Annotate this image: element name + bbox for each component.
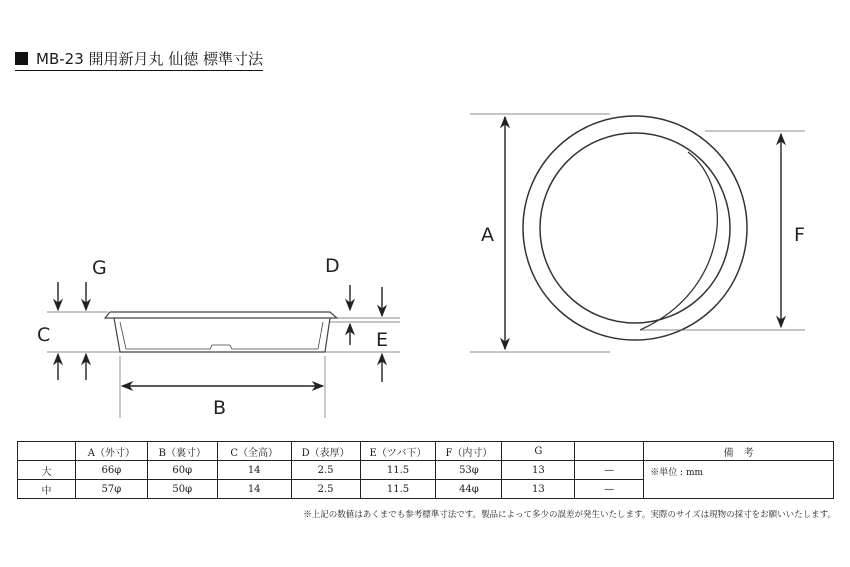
flange-outline (105, 312, 337, 318)
header-cell: G (502, 442, 575, 461)
table-cell: 50φ (147, 480, 217, 499)
label-d: D (325, 255, 340, 277)
header-cell (18, 442, 76, 461)
size-cell: 大 (18, 461, 76, 480)
table-cell: 14 (217, 461, 291, 480)
table-cell: — (575, 480, 644, 499)
table-cell: 11.5 (360, 461, 436, 480)
label-e: E (376, 329, 389, 351)
table-cell: 60φ (147, 461, 217, 480)
size-cell: 中 (18, 480, 76, 499)
label-a: A (481, 224, 494, 246)
header-cell: F（内寸） (436, 442, 502, 461)
table-row (18, 461, 834, 480)
table-header-row (18, 442, 834, 461)
crescent-edge (640, 152, 717, 330)
top-extension-lines (470, 114, 805, 352)
header-cell (575, 442, 644, 461)
header-cell: D（表厚） (291, 442, 360, 461)
header-cell-remarks: 備 考 (644, 442, 834, 461)
table-cell: 57φ (75, 480, 147, 499)
header-cell: B（裏寸） (147, 442, 217, 461)
side-dimension-arrows (58, 282, 382, 386)
table-cell: 2.5 (291, 480, 360, 499)
table-cell: 44φ (436, 480, 502, 499)
table-cell: 13 (502, 461, 575, 480)
header-cell: A（外寸） (75, 442, 147, 461)
table-cell: 13 (502, 480, 575, 499)
footnote: ※上記の数値はあくまでも参考標準寸法です。製品によって多少の誤差が発生いたします。実際のサイズは現物の採寸をお願いいたします。 (303, 510, 836, 520)
cup-outline (114, 318, 330, 352)
table-cell: — (575, 461, 644, 480)
table-cell: 11.5 (360, 480, 436, 499)
table-cell: 14 (217, 480, 291, 499)
label-b: B (213, 397, 227, 419)
table-cell: 53φ (436, 461, 502, 480)
top-dimension-arrows (505, 117, 781, 349)
title-text: MB-23 開用新月丸 仙徳 標準寸法 (36, 49, 264, 68)
label-g: G (92, 257, 107, 279)
top-view (523, 116, 747, 340)
table-cell: 66φ (75, 461, 147, 480)
label-c: C (37, 324, 51, 346)
header-cell: C（全高） (217, 442, 291, 461)
remarks-cell: ※単位 : mm (644, 461, 834, 499)
label-f: F (794, 224, 805, 246)
header-cell: E（ツバ下） (360, 442, 436, 461)
inner-ring (540, 133, 730, 323)
table-cell: 2.5 (291, 461, 360, 480)
dimension-table (17, 441, 834, 499)
outer-ring (523, 116, 747, 340)
side-view (105, 312, 337, 352)
